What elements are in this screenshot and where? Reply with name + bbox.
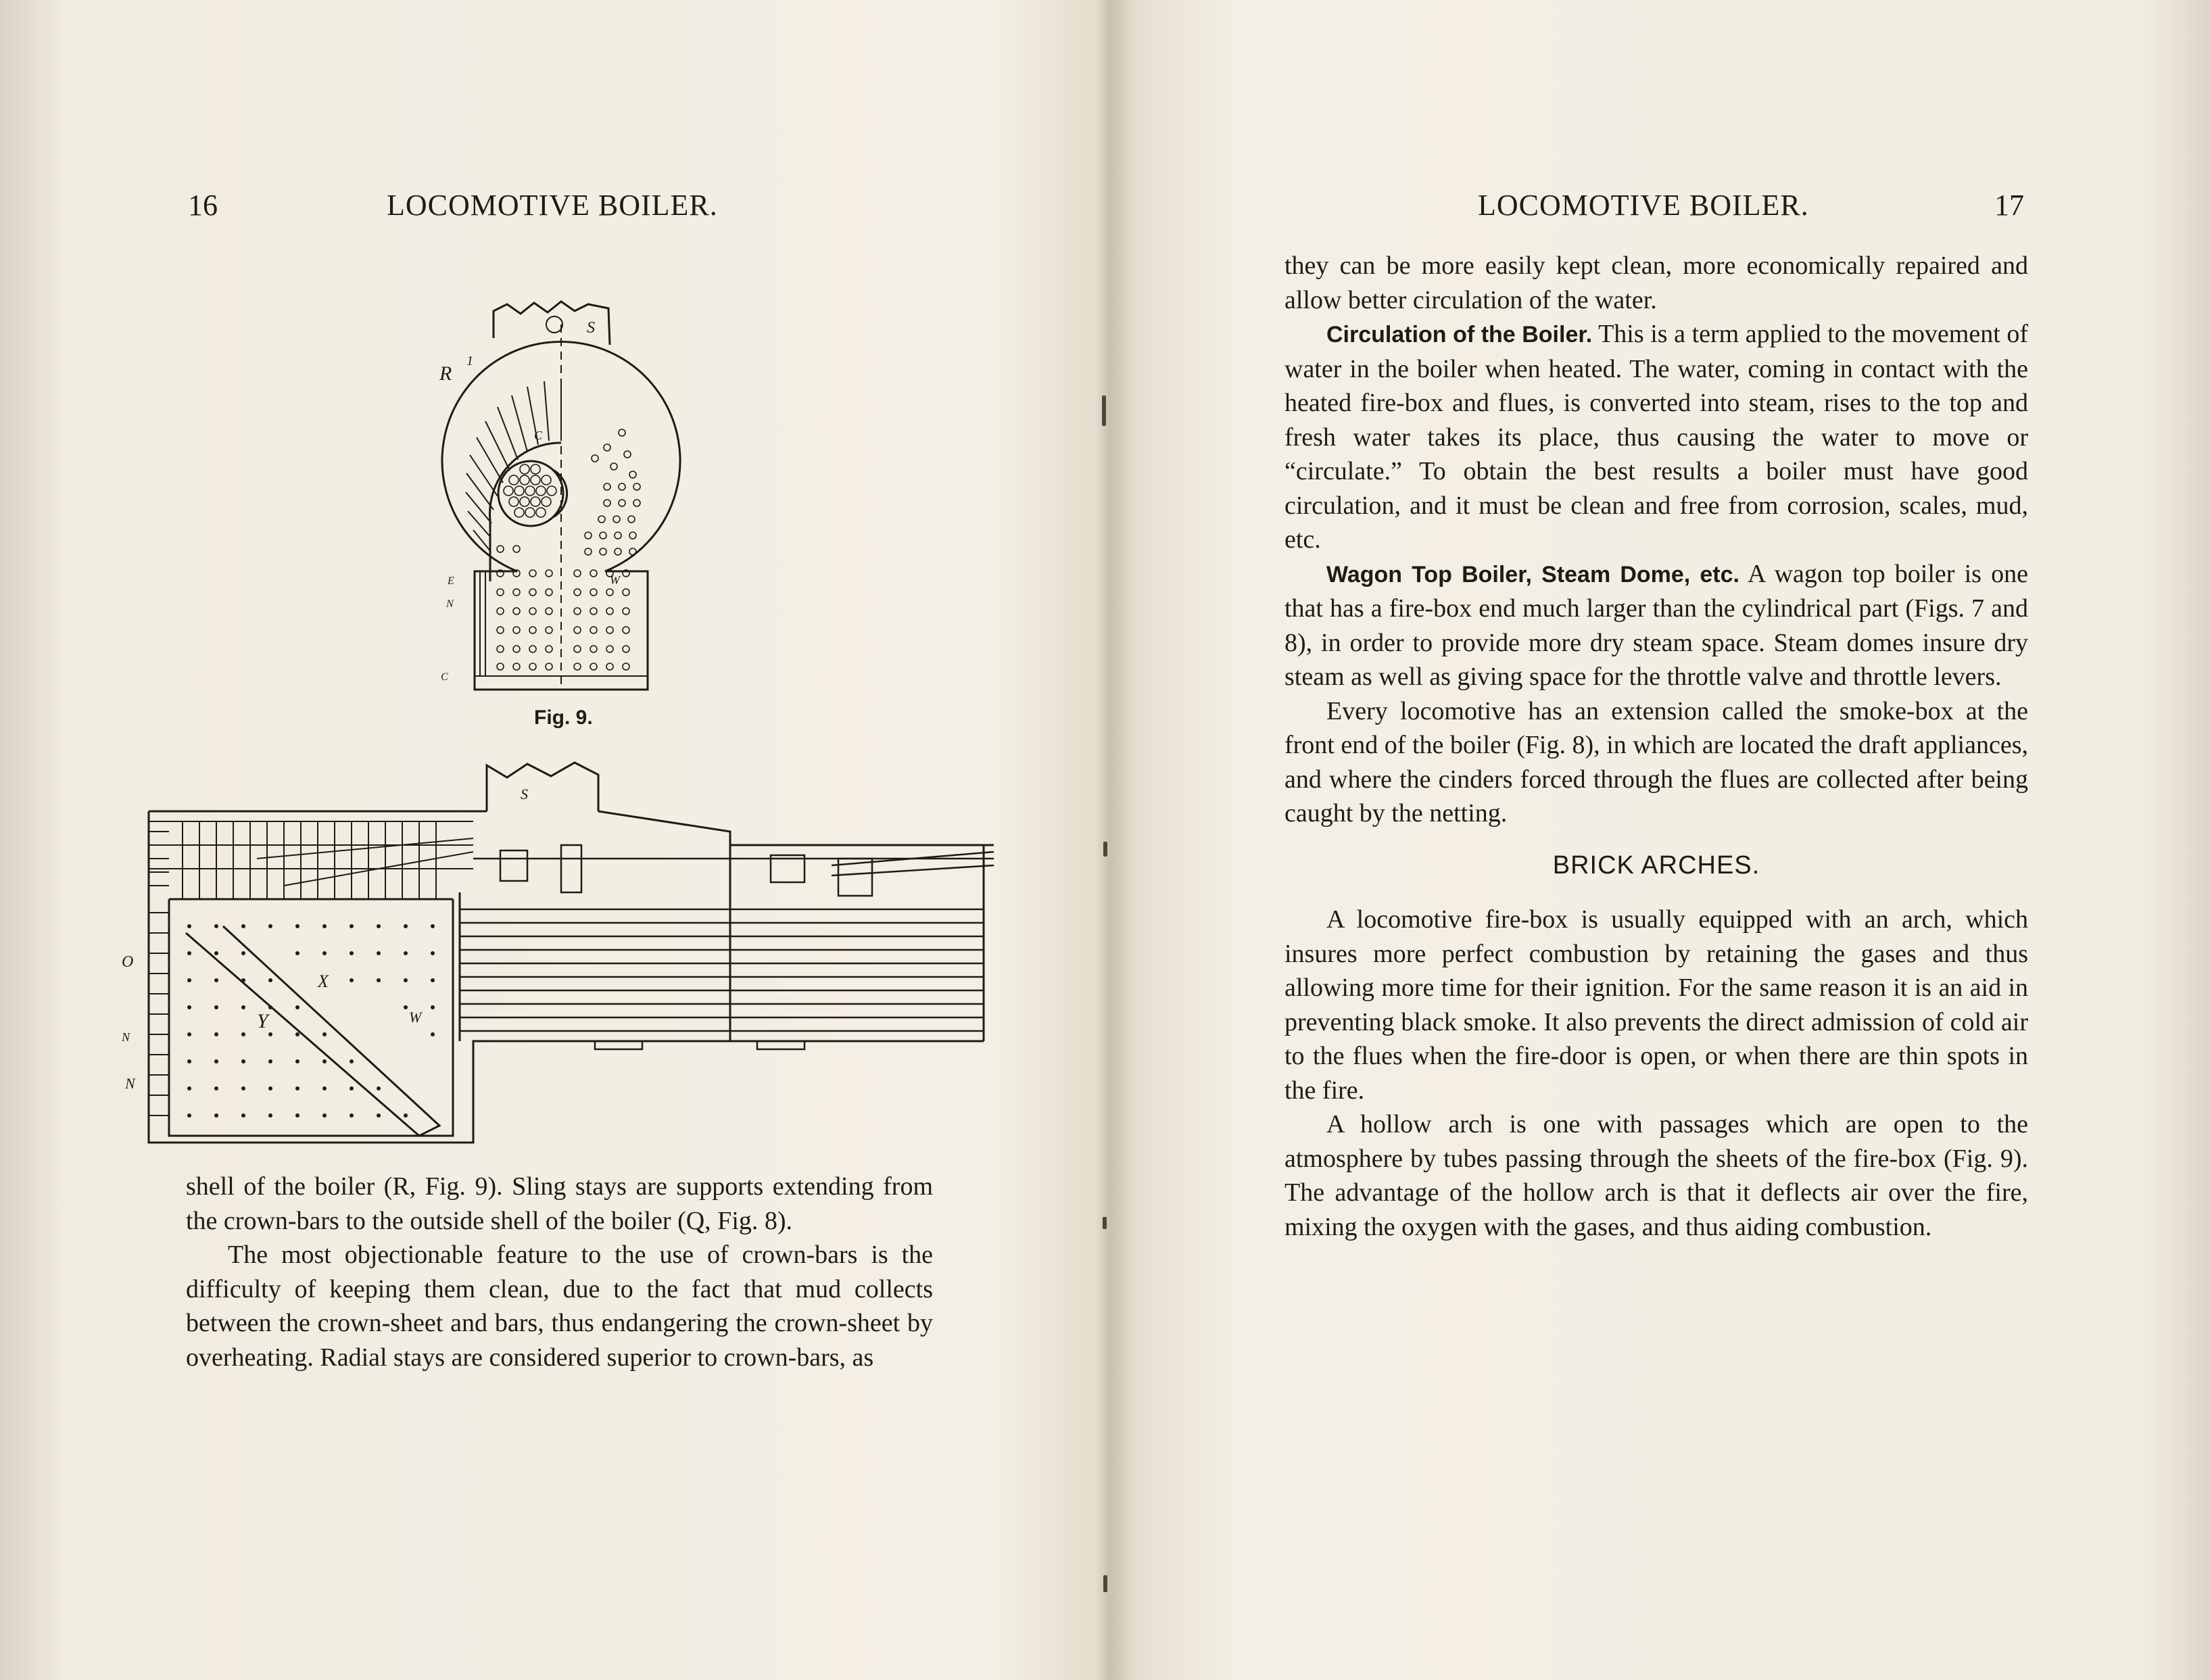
figure-9-drawing bbox=[433, 297, 663, 696]
running-header: LOCOMOTIVE BOILER. bbox=[387, 189, 718, 222]
fig8-label-y: Y bbox=[257, 1010, 268, 1032]
fig8-label-o: O bbox=[122, 953, 134, 971]
right-page bbox=[1102, 0, 2210, 1680]
fig9-label-r: R bbox=[439, 362, 452, 385]
run-in-heading: Circulation of the Boiler. bbox=[1326, 322, 1593, 347]
body-paragraph: A locomotive fire-box is usually equipped with an arch, which insures more perfect combustion by retaining the gases and thus allowing more time for their ignition. For the same reason it is an aid in preventing black smoke. It also prevents the direct admission of cold air to the flues when the fire-door is open, or when there are thin spots in the fire. bbox=[1284, 905, 2028, 1105]
body-paragraph bbox=[1284, 557, 2028, 694]
fig8-label-x: X bbox=[318, 971, 329, 991]
fig9-label-c-inner: C bbox=[534, 429, 543, 442]
body-paragraph bbox=[186, 1238, 933, 1374]
page-number: 16 bbox=[188, 189, 218, 222]
fig9-label-1: 1 bbox=[466, 354, 473, 368]
binding-mark bbox=[1102, 395, 1106, 426]
figure-9-caption: Fig. 9. bbox=[534, 706, 593, 729]
binding-mark bbox=[1103, 1575, 1107, 1592]
fig8-label-n-lower: N bbox=[125, 1075, 135, 1092]
paragraph-lead: The most objectionable feature to the use of crown-bars bbox=[228, 1241, 858, 1269]
left-page-body bbox=[186, 1170, 933, 1374]
body-paragraph: A hollow arch is one with passages which are open to the atmosphere by tubes passing through the sheets of the fire-box (Fig. 9). The advantage of the hollow arch is that it deflects air over the fire, mixing the oxygen with the gases, and thus aiding combustion. bbox=[1284, 1110, 2028, 1241]
running-header: LOCOMOTIVE BOILER. bbox=[1478, 189, 1809, 222]
fig9-label-w: W bbox=[610, 573, 620, 587]
paragraph-text: A wagon top boiler is one that has a fire-box end much larger than the cylindrical part (Figs. 7 and 8), in order to provide more dry steam space. Steam domes insure dry steam as well as giving space for the throttle valve and throttle levers. bbox=[1284, 559, 2029, 691]
binding-mark bbox=[1103, 1217, 1107, 1229]
body-paragraph: Every locomotive has an extension called the smoke-box at the front end of the boiler (Fig. 8), in which are located the draft appliances, and where the cinders forced through the flues are collected after being caught by the netting. bbox=[1284, 696, 2028, 827]
fig8-label-s: S bbox=[521, 786, 528, 802]
binding-mark bbox=[1103, 842, 1107, 857]
paragraph-text: This is a term applied to the movement of water in the boiler when heated. The water, coming in contact with the heated fire-box and flues, is converted into steam, rises to the top and fresh water takes its place, thus causing the water to move or “circulate.” To obtain the best results a boiler must have good circulation, and it must be clean and free from corrosion, scales, mud, etc. bbox=[1284, 320, 2028, 554]
run-in-heading: Wagon Top Boiler, Steam Dome, etc. bbox=[1326, 561, 1739, 587]
body-paragraph bbox=[1284, 317, 2028, 557]
fig8-label-w: W bbox=[409, 1009, 422, 1026]
fig8-label-n-upper: N bbox=[122, 1030, 130, 1044]
figure-8-drawing bbox=[122, 757, 1001, 1149]
paragraph-rest: is the difficulty of keeping them clean, due to the fact that mud collects between the crown-sheet and bars, thus endangering the crown-sheet by overheating. Radial stays are considered superior to crown-bars, as bbox=[186, 1241, 933, 1372]
fig9-label-c: C bbox=[441, 671, 448, 683]
right-page-body bbox=[1284, 249, 2028, 1244]
fig9-label-e: E bbox=[448, 575, 454, 587]
fig9-label-s: S bbox=[587, 319, 595, 337]
section-heading: BRICK ARCHES. bbox=[1552, 850, 1760, 880]
body-paragraph: they can be more easily kept clean, more economically repaired and allow better circulation of the water. bbox=[1284, 251, 2028, 314]
page-number: 17 bbox=[1994, 189, 2024, 222]
left-page bbox=[0, 0, 1102, 1680]
fig9-label-n: N bbox=[446, 598, 454, 610]
body-paragraph: shell of the boiler (R, Fig. 9). Sling stays are supports extending from the crown-bars to the outside shell of the boiler (Q, Fig. 8). bbox=[186, 1172, 933, 1235]
